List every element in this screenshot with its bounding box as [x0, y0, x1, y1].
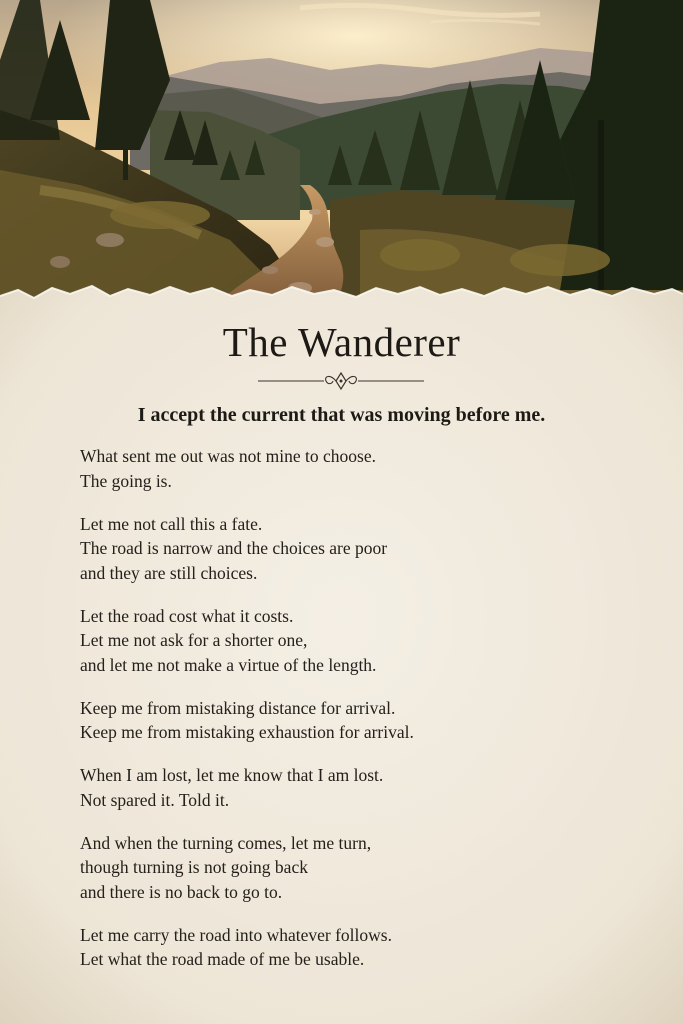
stanza [80, 444, 640, 493]
stanza [80, 923, 640, 972]
poem-body [80, 444, 640, 990]
poem-line: and let me not make a virtue of the length. [80, 654, 377, 675]
poem-line: Let what the road made of me be usable. [80, 949, 365, 969]
poem-line: though turning is not going back [80, 857, 308, 877]
poem-line: And when the turning comes, let me turn, [80, 832, 372, 853]
poem-line: The road is narrow and the choices are poor [80, 538, 388, 558]
stanza [80, 512, 640, 586]
poem-title: The Wanderer [222, 319, 461, 365]
poem-line: Let me carry the road into whatever follows. [80, 924, 392, 945]
stanza [80, 604, 640, 678]
poem-line: When I am lost, let me know that I am lost. [80, 765, 384, 785]
poem-line: Keep me from mistaking exhaustion for arrival. [80, 722, 414, 742]
poem-line: The going is. [80, 470, 172, 491]
paper-panel [0, 282, 683, 1024]
poem-line: Let me not ask for a shorter one, [80, 630, 308, 650]
header-landscape-image [0, 0, 683, 310]
poem-line: Let me not call this a fate. [80, 513, 263, 534]
poem-subtitle: I accept the current that was moving before me. [137, 404, 546, 426]
poem-line: Keep me from mistaking distance for arrival. [80, 697, 396, 718]
poem-line: What sent me out was not mine to choose. [80, 446, 376, 466]
flourish-divider-icon [256, 370, 426, 392]
poem-line: Let the road cost what it costs. [80, 605, 294, 626]
stanza [80, 831, 640, 905]
stanza [80, 696, 640, 745]
mountain-trail-illustration [0, 0, 683, 310]
poem-line: and they are still choices. [80, 562, 258, 583]
stanza [80, 763, 640, 812]
poem-line: Not spared it. Told it. [80, 789, 230, 810]
poem-line: and there is no back to go to. [80, 881, 283, 902]
